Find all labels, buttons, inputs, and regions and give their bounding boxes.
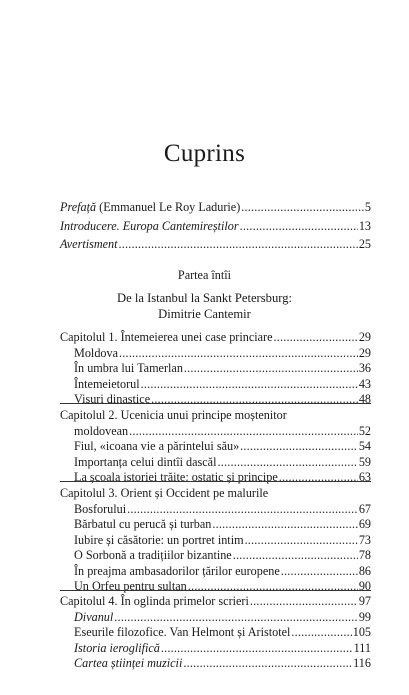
- leader-dots: [151, 392, 358, 408]
- section-label: Cartea științei muzicii: [74, 656, 183, 670]
- toc-page-number: 73: [358, 532, 371, 547]
- section-label: În umbra lui Tamerlan: [74, 361, 183, 375]
- toc-page-number: 59: [358, 454, 371, 469]
- leader-dots: [188, 579, 358, 595]
- leader-dots: [161, 641, 353, 657]
- leader-dots: [212, 517, 357, 533]
- leader-dots: [291, 625, 351, 641]
- section-entry: [60, 625, 371, 641]
- toc-page-number: 90: [358, 579, 371, 593]
- toc-page-number: 43: [358, 376, 371, 391]
- section-label: La școala istoriei trăite: ostatic și principe: [74, 470, 278, 484]
- chapter-divider: [60, 590, 371, 591]
- chapter-title: Capitolul 1. Întemeierea unei case princiare: [60, 330, 273, 344]
- part-title-line2: Dimitrie Cantemir: [158, 307, 251, 321]
- chapter-title: Capitolul 2. Ucenicia unui principe moștenitor: [60, 408, 287, 422]
- section-entry: [60, 610, 371, 626]
- leader-dots: [114, 610, 358, 626]
- chapter-title-row: [60, 330, 371, 346]
- leader-dots: [250, 594, 358, 610]
- section-label: Eseurile filozofice. Van Helmont și Aristotel: [74, 625, 291, 639]
- chapter-title: Capitolul 3. Orient și Occident pe malurile: [60, 486, 269, 500]
- leader-dots: [127, 502, 358, 518]
- toc-page-number: 48: [358, 392, 371, 406]
- section-entry: [60, 564, 371, 580]
- toc-page-number: 25: [358, 237, 371, 251]
- section-entry: [60, 579, 371, 595]
- section-label: Iubire și căsătorie: un portret intim: [74, 532, 244, 547]
- toc-page-number: 116: [353, 656, 371, 670]
- part-title-line1: De la Istanbul la Sankt Petersburg:: [117, 291, 292, 305]
- chapter-title-continued: moldovean: [74, 423, 129, 438]
- toc-page-number: 54: [358, 439, 371, 453]
- leader-dots: [184, 361, 358, 377]
- chapter-3: [60, 486, 371, 595]
- leader-dots: [245, 533, 358, 549]
- section-entry: [60, 517, 371, 533]
- section-entry: [60, 392, 371, 408]
- section-entry: [60, 470, 371, 486]
- toc-page-number: 63: [358, 470, 371, 484]
- chapter-title-row: [60, 502, 371, 518]
- section-label: În preajma ambasadorilor țărilor europene: [74, 563, 280, 578]
- section-entry: [60, 548, 371, 564]
- toc-page-number: 29: [358, 345, 371, 360]
- section-label: Întemeietorul: [74, 376, 140, 391]
- leader-dots: [274, 330, 358, 346]
- toc-entry-introduction: [60, 219, 371, 235]
- toc-page-number: 78: [358, 548, 371, 562]
- toc-page-number: 13: [358, 218, 371, 233]
- section-entry: [60, 439, 371, 455]
- section-label: Un Orfeu pentru sultan: [74, 579, 187, 593]
- part-label: Partea întîi: [177, 268, 232, 282]
- leader-dots: [279, 470, 358, 486]
- chapter-2: [60, 408, 371, 486]
- page-title: Cuprins: [163, 140, 246, 167]
- toc-page-number: 5: [364, 200, 371, 214]
- section-entry: [60, 656, 371, 672]
- chapter-title-row: [60, 594, 371, 610]
- section-label: Importanța celui dintîi dascăl: [74, 454, 217, 469]
- toc-entry-label: Avertisment: [60, 237, 118, 251]
- section-entry: [60, 455, 371, 471]
- section-entry: [60, 361, 371, 377]
- section-entry: [60, 346, 371, 362]
- chapter-1: [60, 330, 371, 408]
- toc-entry-preface: [60, 200, 371, 216]
- leader-dots: [240, 219, 358, 235]
- leader-dots: [241, 200, 364, 216]
- section-entry: [60, 377, 371, 393]
- leader-dots: [141, 377, 358, 393]
- leader-dots: [281, 564, 358, 580]
- leader-dots: [129, 424, 358, 440]
- front-matter-list: [60, 200, 371, 253]
- chapter-divider: [60, 403, 371, 404]
- section-label: Istoria ieroglifică: [74, 640, 160, 655]
- toc-entry-label: Introducere. Europa Cantemireștilor: [60, 218, 239, 233]
- toc-page-number: 69: [358, 517, 371, 531]
- section-label: Fiul, «icoana vie a părintelui său»: [74, 439, 240, 453]
- section-label: Visuri dinastice: [74, 392, 151, 406]
- leader-dots: [233, 548, 358, 564]
- section-label: O Sorbonă a tradițiilor bizantine: [74, 548, 232, 562]
- leader-dots: [240, 439, 358, 455]
- chapter-title-row: [60, 424, 371, 440]
- chapter-4: [60, 594, 371, 672]
- section-entry: [60, 533, 371, 549]
- toc-page-number: 105: [352, 625, 371, 639]
- leader-dots: [183, 656, 352, 672]
- toc-page-number: 86: [358, 563, 371, 578]
- toc-entry-label: Prefață: [60, 200, 97, 214]
- toc-page-number: 111: [353, 640, 371, 655]
- toc-page-number: 52: [358, 423, 371, 438]
- section-label: Bărbatul cu perucă și turban: [74, 517, 212, 531]
- chapter-title-continued: Bosforului: [74, 501, 127, 516]
- section-label: Moldova: [74, 345, 119, 360]
- chapter-divider: [60, 481, 371, 482]
- toc-entry-author: (Emmanuel Le Roy Ladurie): [96, 200, 241, 214]
- leader-dots: [119, 237, 358, 253]
- section-entry: [60, 641, 371, 657]
- leader-dots: [217, 455, 357, 471]
- leader-dots: [119, 346, 358, 362]
- section-label: Divanul: [74, 609, 114, 624]
- chapter-title: Capitolul 4. În oglinda primelor scrieri: [60, 594, 249, 608]
- toc-page-number: 97: [358, 594, 371, 608]
- toc-page-number: 99: [358, 609, 371, 624]
- toc-page-number: 67: [358, 501, 371, 516]
- toc-entry-warning: [60, 237, 371, 253]
- toc-page-number: 29: [358, 330, 371, 344]
- toc-page-number: 36: [358, 361, 371, 375]
